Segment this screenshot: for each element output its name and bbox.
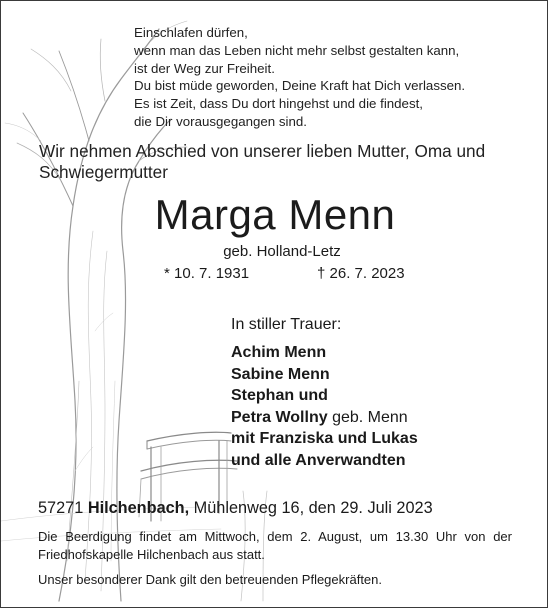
mourner: und alle Anverwandten: [231, 451, 406, 469]
birth-date: * 10. 7. 1931: [164, 265, 250, 282]
poem-line: ist der Weg zur Freiheit.: [134, 60, 275, 76]
death-date: † 26. 7. 2023: [317, 265, 405, 282]
street-and-date: Mühlenweg 16, den 29. Juli 2023: [189, 499, 433, 517]
mourner-birth-name: geb. Menn: [327, 408, 408, 426]
mourner: Sabine Menn: [231, 365, 330, 383]
poem-line: Es ist Zeit, dass Du dort hingehst und die findest,: [134, 96, 423, 112]
poem-line: Du bist müde geworden, Deine Kraft hat Dich verlassen.: [134, 78, 466, 94]
mourner-name: Petra Wollny: [231, 408, 328, 426]
funeral-notice: Die Beerdigung findet am Mittwoch, dem 2. August, um 13.30 Uhr von der Friedhofskapelle Hilchenbach aus statt.: [38, 529, 512, 562]
mourner: Stephan und: [231, 387, 328, 405]
poem-line: Einschlafen dürfen,: [134, 25, 248, 40]
postal-code: 57271: [38, 499, 88, 517]
city: Hilchenbach,: [87, 499, 190, 517]
poem-line: wenn man das Leben nicht mehr selbst gestalten kann,: [134, 42, 460, 58]
poem-line: die Dir vorausgegangen sind.: [134, 113, 307, 129]
mourners-heading: In stiller Trauer:: [231, 316, 342, 333]
mourner: Achim Menn: [231, 344, 327, 361]
farewell-intro: Wir nehmen Abschied von unserer lieben Mutter, Oma und Schwiegermutter: [39, 141, 486, 182]
deceased-name: Marga Menn: [154, 191, 396, 238]
mourner: mit Franziska und Lukas: [231, 430, 418, 448]
mourners-list: [231, 342, 418, 472]
mourner: [231, 407, 418, 429]
poem: [134, 24, 465, 131]
birth-name: geb. Holland-Letz: [223, 243, 341, 260]
address-date-line: [38, 498, 433, 518]
thanks-notice: Unser besonderer Dank gilt den betreuenden Pflegekräften.: [38, 572, 382, 587]
